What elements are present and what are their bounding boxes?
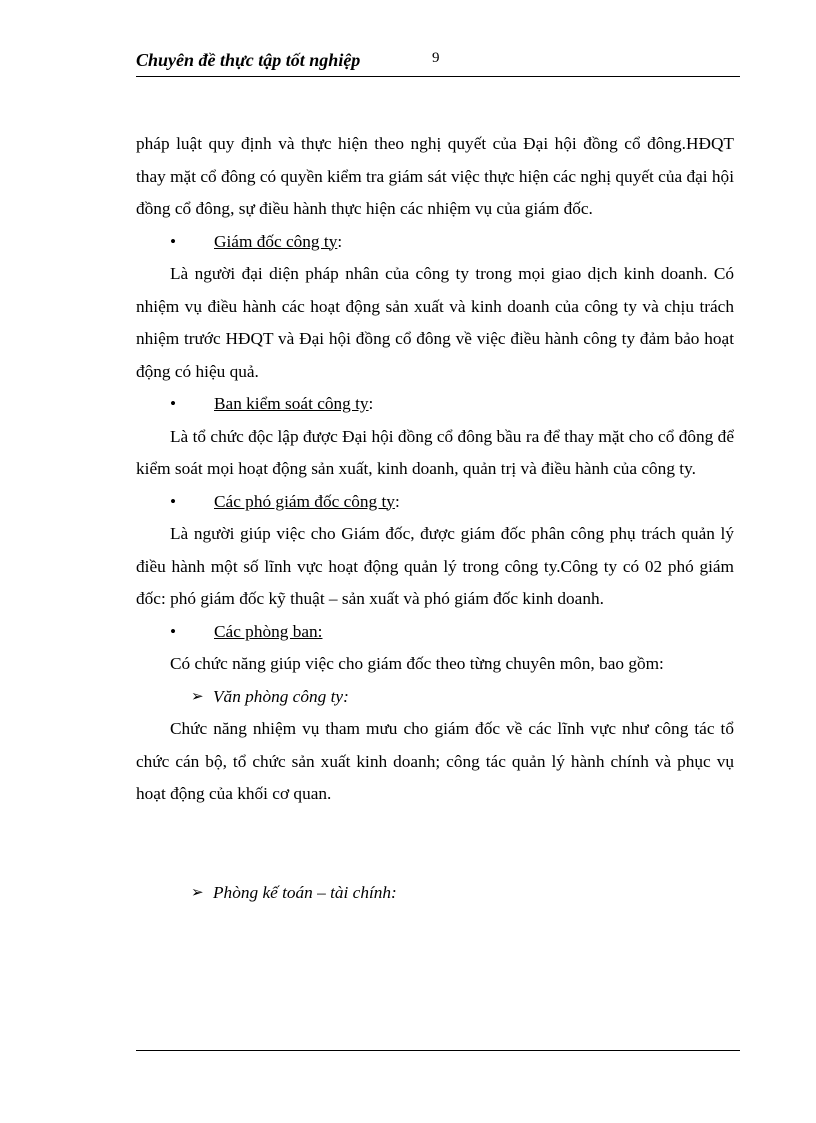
- paragraph-company-office: Chức năng nhiệm vụ tham mưu cho giám đốc về các lĩnh vực như công tác tổ chức cán bộ, tổ chức sản xuất kinh doanh; công tác quản lý hành chính và phục vụ hoạt động của khối cơ quan.: [136, 719, 734, 803]
- paragraph-supervisory-board: Là tổ chức độc lập được Đại hội đồng cổ đông bầu ra để thay mặt cho cổ đông để kiểm soát mọi hoạt động sản xuất, kinh doanh, quản trị và điều hành của công ty.: [136, 426, 734, 478]
- arrow-icon: ➢: [191, 688, 204, 705]
- bullet-supervisory-board: • Ban kiểm soát công ty:: [136, 388, 734, 421]
- footer-divider: [136, 1050, 740, 1051]
- bullet-icon: •: [170, 491, 177, 511]
- arrow-icon: ➢: [191, 884, 204, 901]
- bullet-icon: •: [170, 621, 177, 641]
- sub-label-company-office: Văn phòng công ty:: [213, 686, 349, 706]
- bullet-label-departments: Các phòng ban:: [214, 621, 323, 641]
- paragraph-director: Là người đại diện pháp nhân của công ty trong mọi giao dịch kinh doanh. Có nhiệm vụ điều hành các hoạt động sản xuất và kinh doanh của công ty và chịu trách nhiệm trước HĐQT và Đại hội đồng cổ đông về việc điều hành công ty đảm bảo hoạt động có hiệu quả.: [136, 264, 734, 381]
- paragraph-intro: pháp luật quy định và thực hiện theo nghị quyết của Đại hội đồng cổ đông.HĐQT thay mặt cổ đông có quyền kiểm tra giám sát việc thực hiện các nghị quyết của đại hội đồng cổ đông, sự điều hành thực hiện các nhiệm vụ của giám đốc.: [136, 134, 734, 218]
- bullet-icon: •: [170, 394, 177, 413]
- bullet-label-deputy-directors: Các phó giám đốc công ty: [214, 491, 395, 511]
- paragraph-departments: Có chức năng giúp việc cho giám đốc theo từng chuyên môn, bao gồm:: [170, 654, 664, 673]
- bullet-deputy-directors: • Các phó giám đốc công ty:: [136, 486, 734, 519]
- paragraph-deputy-directors: Là người giúp việc cho Giám đốc, được giám đốc phân công phụ trách quản lý điều hành một số lĩnh vực hoạt động quản lý trong công ty.Công ty có 02 phó giám đốc: phó giám đốc kỹ thuật – sản xuất và phó giám đốc kinh doanh.: [136, 524, 734, 608]
- sub-item-company-office: [136, 681, 734, 714]
- bullet-label-director: Giám đốc công ty: [214, 231, 338, 251]
- header-title: Chuyên đề thực tập tốt nghiệp: [136, 50, 361, 70]
- page-header: [136, 46, 740, 77]
- bullet-label-supervisory-board: Ban kiểm soát công ty: [214, 394, 369, 413]
- document-body: [136, 128, 734, 909]
- page-number: 9: [432, 50, 440, 66]
- bullet-icon: •: [170, 231, 177, 251]
- sub-item-accounting: [136, 877, 734, 910]
- sub-label-accounting: Phòng kế toán – tài chính:: [213, 882, 397, 902]
- bullet-departments: [136, 616, 734, 649]
- bullet-director: • Giám đốc công ty:: [136, 226, 734, 259]
- spacer: [136, 811, 734, 877]
